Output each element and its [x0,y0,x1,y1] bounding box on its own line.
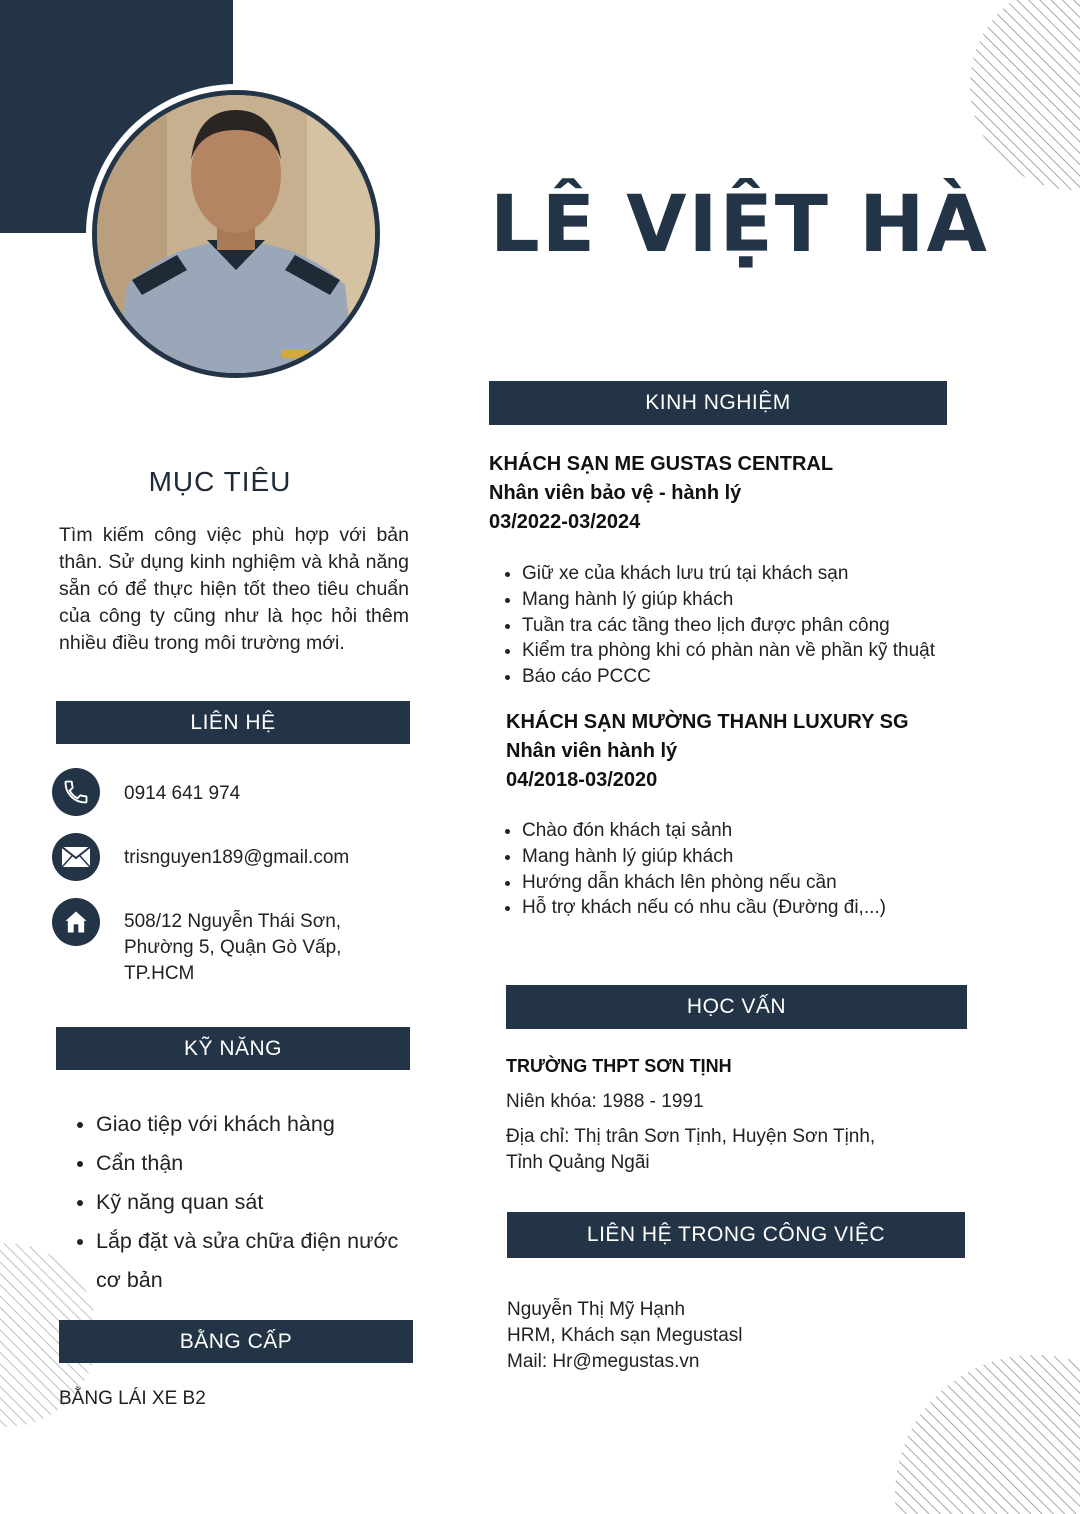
certificate-heading: BẰNG CẤP [179,1329,293,1353]
certificate-item: BẰNG LÁI XE B2 [59,1388,206,1409]
job-entry-1 [489,450,833,537]
list-item: • Hỗ trợ khách nếu có nhu cầu (Đường đi,...) [522,895,1080,921]
contact-section-bar [56,701,410,744]
education-section-bar [506,985,967,1029]
skills-section-bar [56,1027,410,1070]
hatched-circle-top-right [960,0,1080,200]
school-name: TRƯỜNG THPT SƠN TỊNH [506,1056,732,1076]
job-period: 04/2018-03/2020 [506,769,658,791]
experience-section-bar [489,381,947,425]
address-line-3: TP.HCM [124,963,195,984]
job-company: KHÁCH SẠN ME GUSTAS CENTRAL [489,453,834,475]
phone-number[interactable]: 0914 641 974 [124,783,241,804]
address-line-2: Phường 5, Quận Gò Vấp, [124,937,342,958]
phone-icon [52,768,100,816]
contact-heading: LIÊN HỆ [190,710,276,734]
job-entry-2 [506,708,909,795]
profile-photo [92,90,380,378]
job-2-duties [490,818,1080,921]
candidate-name: LÊ VIỆT HÀ [490,180,989,270]
reference-mail[interactable]: Mail: Hr@megustas.vn [507,1351,700,1372]
reference-section-bar [507,1212,965,1258]
school-years: Niên khóa: 1988 - 1991 [506,1091,704,1112]
objective-heading: MỤC TIÊU [148,466,292,497]
reference-heading: LIÊN HỆ TRONG CÔNG VIỆC [586,1223,886,1246]
list-item: • Cẩn thận [96,1144,426,1183]
experience-heading: KINH NGHIỆM [645,391,791,414]
certificate-section-bar [59,1320,413,1363]
job-1-duties [490,561,1080,690]
job-role: Nhân viên bảo vệ - hành lý [489,482,742,504]
skills-heading: KỸ NĂNG [183,1036,283,1060]
list-item: • Chào đón khách tại sảnh [522,818,1080,844]
objective-text: Tìm kiếm công việc phù hợp với bản thân. Sử dụng kinh nghiệm và khả năng sẵn có để thực hiện tốt theo tiêu chuẩn của công ty cũng như là học hỏi thêm nhiều điều trong môi trường mới. [59,524,409,654]
job-period: 03/2022-03/2024 [489,511,641,533]
list-item: • Tuần tra các tầng theo lịch được phân công [522,613,1080,639]
education-heading: HỌC VẤN [686,995,787,1018]
school-address [506,1124,875,1176]
job-company: KHÁCH SẠN MƯỜNG THANH LUXURY SG [506,711,909,733]
skills-list [64,1105,426,1300]
mail-icon [52,833,100,881]
address-line-1: 508/12 Nguyễn Thái Sơn, [124,911,342,932]
job-role: Nhân viên hành lý [506,740,678,762]
list-item: • Báo cáo PCCC [522,664,1080,690]
home-address [124,909,341,987]
school-address-line-2: Tỉnh Quảng Ngãi [506,1152,650,1173]
school-address-line-1: Địa chỉ: Thị trân Sơn Tịnh, Huyện Sơn Tịnh, [506,1126,876,1147]
reference-name: Nguyễn Thị Mỹ Hạnh [507,1299,686,1320]
list-item: • Giữ xe của khách lưu trú tại khách sạn [522,561,1080,587]
list-item: • Mang hành lý giúp khách [522,844,1080,870]
person-portrait-image [97,95,375,373]
hatched-circle-bottom-right [860,1355,1080,1514]
list-item: • Mang hành lý giúp khách [522,587,1080,613]
home-icon [52,898,100,946]
list-item: • Giao tiệp với khách hàng [96,1105,426,1144]
list-item: • Kiểm tra phòng khi có phàn nàn về phần kỹ thuật [522,638,1080,664]
list-item: • Kỹ năng quan sát [96,1183,426,1222]
list-item: • Hướng dẫn khách lên phòng nếu cần [522,870,1080,896]
reference-info [507,1297,743,1375]
reference-title: HRM, Khách sạn Megustasl [507,1325,743,1346]
list-item: • Lắp đặt và sửa chữa điện nước cơ bản [96,1222,426,1300]
email-address[interactable]: trisnguyen189@gmail.com [124,847,350,868]
